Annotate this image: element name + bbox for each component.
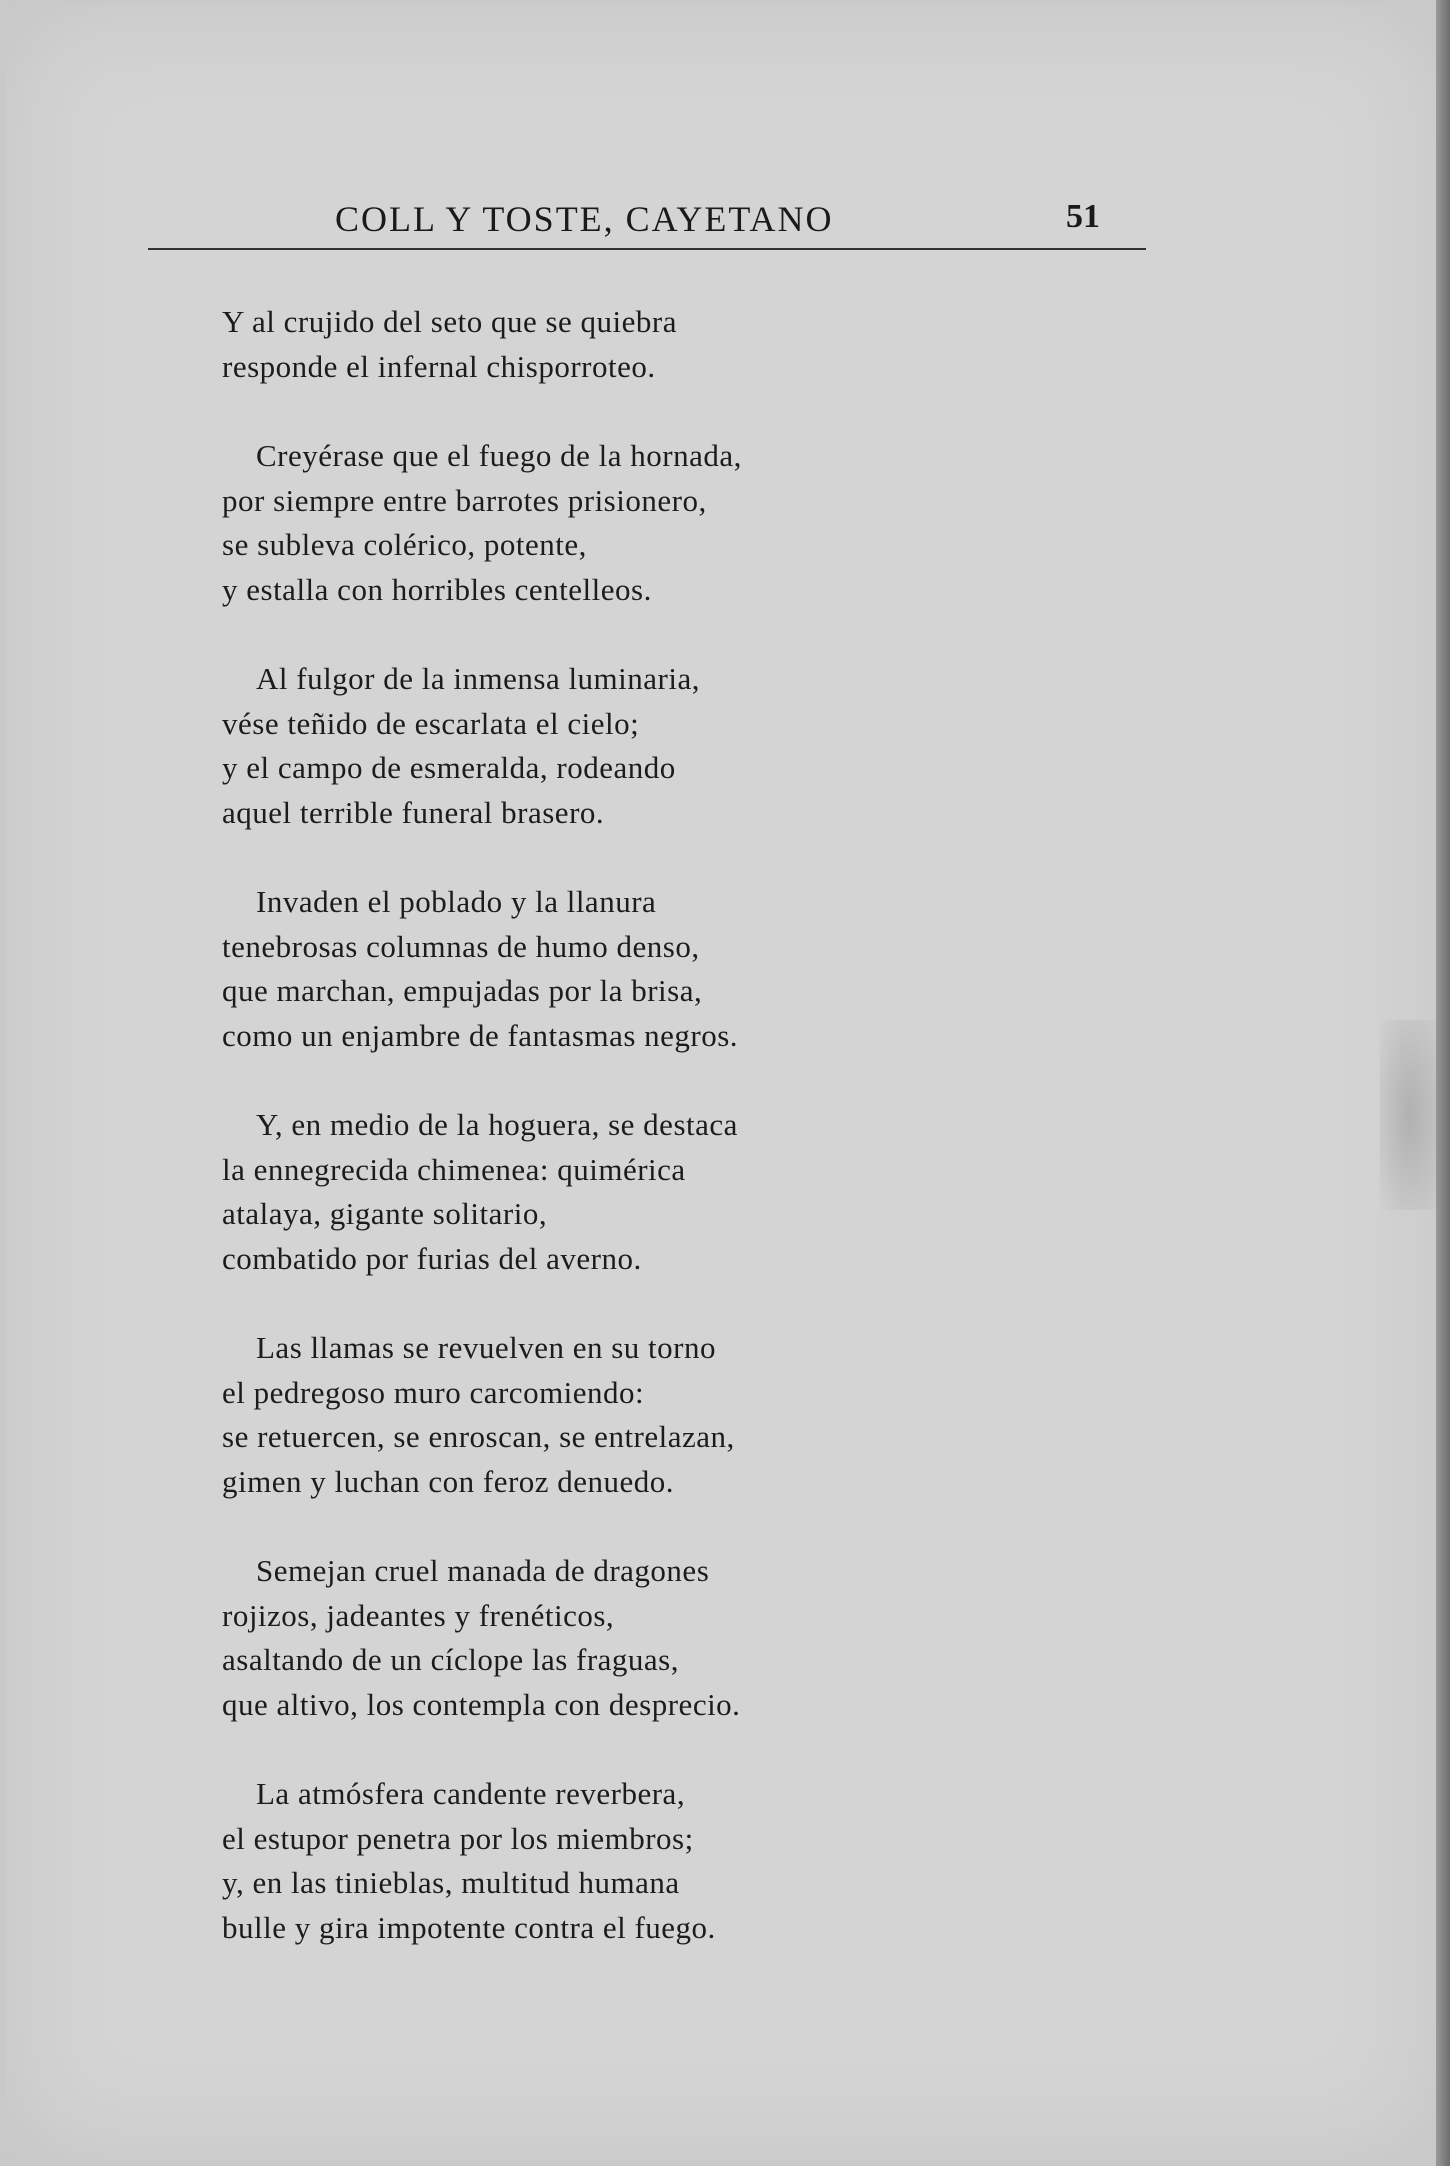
stanza-6 [222, 1326, 1002, 1504]
poem-line: Invaden el poblado y la llanura [256, 884, 657, 919]
stanza-7 [222, 1549, 1002, 1727]
poem-line: bulle y gira impotente contra el fuego. [222, 1909, 716, 1945]
poem-line: gimen y luchan con feroz denuedo. [222, 1463, 675, 1499]
poem-line: Y al crujido del seto que se quiebra [222, 304, 678, 339]
poem-line: rojizos, jadeantes y frenéticos, [222, 1597, 615, 1633]
poem-line: Al fulgor de la inmensa luminaria, [256, 661, 700, 696]
poem-line: que marchan, empujadas por la brisa, [222, 973, 703, 1008]
stanza-2 [222, 434, 1002, 612]
poem-line: La atmósfera candente reverbera, [256, 1776, 686, 1811]
poem-line: por siempre entre barrotes prisionero, [222, 482, 707, 518]
poem-line: vése teñido de escarlata el cielo; [222, 705, 640, 741]
poem-line: como un enjambre de fantasmas negros. [222, 1017, 739, 1053]
stanza-5 [222, 1103, 1002, 1281]
poem-line: combatido por furias del averno. [222, 1240, 642, 1276]
poem-line: tenebrosas columnas de humo denso, [222, 928, 700, 964]
poem-line: asaltando de un cíclope las fraguas, [222, 1642, 679, 1677]
poem-line: y el campo de esmeralda, rodeando [222, 750, 676, 785]
poem-line: atalaya, gigante solitario, [222, 1196, 548, 1231]
poem-line: el pedregoso muro carcomiendo: [222, 1374, 645, 1410]
poem-line: aquel terrible funeral brasero. [222, 794, 605, 830]
poem-line: Semejan cruel manada de dragones [256, 1553, 710, 1588]
stanza-4 [222, 880, 1002, 1058]
running-head: COLL Y TOSTE, CAYETANO [335, 199, 834, 239]
poem-line: Y, en medio de la hoguera, se destaca [256, 1107, 738, 1142]
poem-line: la ennegrecida chimenea: quimérica [222, 1151, 686, 1187]
poem-line: responde el infernal chisporroteo. [222, 348, 656, 384]
poem-line: y, en las tinieblas, multitud humana [222, 1865, 680, 1900]
poem-line: se subleva colérico, potente, [222, 527, 587, 562]
poem-body [222, 300, 1002, 1995]
poem-line: el estupor penetra por los miembros; [222, 1820, 694, 1856]
stanza-3 [222, 657, 1002, 835]
page-number: 51 [1066, 198, 1100, 235]
poem-line: Creyérase que el fuego de la hornada, [256, 438, 742, 473]
poem-line: y estalla con horribles centelleos. [222, 571, 652, 607]
stanza-1 [222, 300, 1002, 389]
stanza-8 [222, 1772, 1002, 1950]
paper-stain [1380, 1020, 1440, 1210]
poem-line: se retuercen, se enroscan, se entrelazan, [222, 1419, 735, 1454]
poem-line: que altivo, los contempla con desprecio. [222, 1686, 741, 1722]
poem-line: Las llamas se revuelven en su torno [256, 1330, 716, 1365]
header-rule [148, 248, 1146, 250]
